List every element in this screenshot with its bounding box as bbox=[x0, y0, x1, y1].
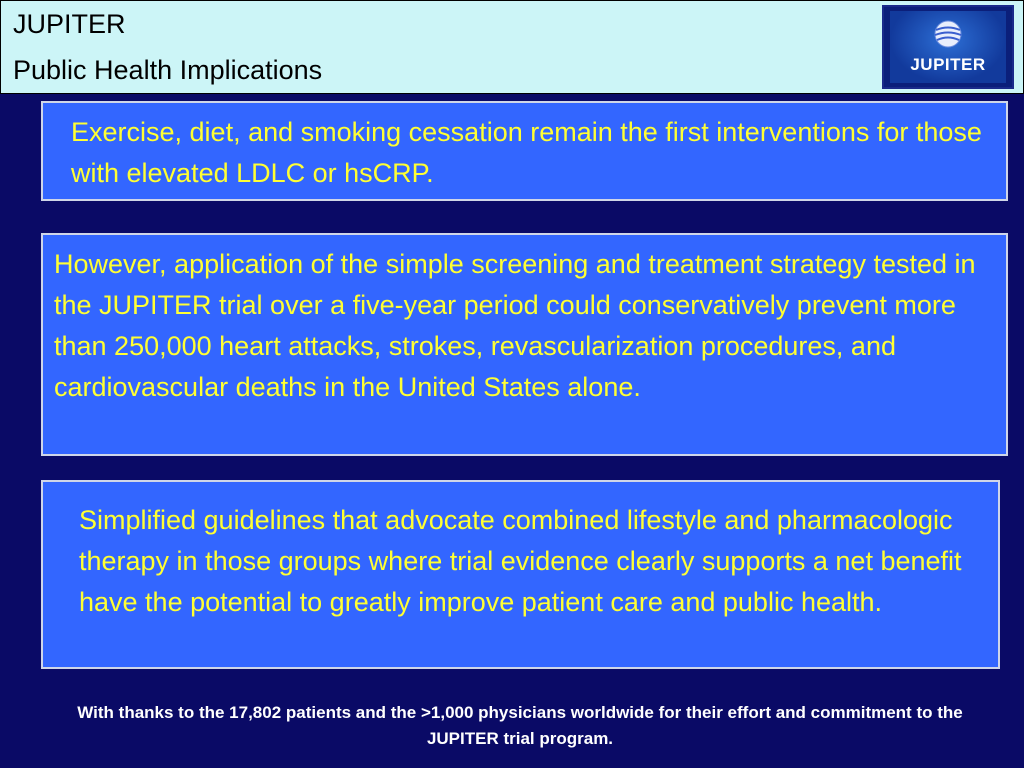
jupiter-logo bbox=[882, 5, 1014, 89]
planet-emblem-icon bbox=[930, 19, 966, 49]
slide-subtitle: Public Health Implications bbox=[13, 55, 323, 85]
lifestyle-box bbox=[41, 101, 1008, 201]
acknowledgement-text: With thanks to the 17,802 patients and the >1,000 physicians worldwide for their effort and commitment to the JUPITER trial program. bbox=[77, 703, 963, 748]
logo-wordmark: JUPITER bbox=[910, 55, 986, 74]
screening-text: However, application of the simple screening and treatment strategy tested in the JUPITER trial over a five-year period could conservatively prevent more than 250,000 heart attacks, strokes, revascularization procedures, and cardiovascular deaths in the United States alone. bbox=[54, 249, 976, 402]
lifestyle-text: Exercise, diet, and smoking cessation remain the first interventions for those with elevated LDLC or hsCRP. bbox=[71, 117, 982, 188]
guidelines-box bbox=[41, 480, 1000, 669]
header-bar bbox=[0, 0, 1024, 94]
logo-background bbox=[890, 11, 1006, 83]
slide-title: JUPITER bbox=[13, 9, 126, 39]
guidelines-text: Simplified guidelines that advocate combined lifestyle and pharmacologic therapy in those groups where trial evidence clearly supports a net benefit have the potential to greatly improve patient care and public health. bbox=[79, 505, 962, 617]
screening-box bbox=[41, 233, 1008, 456]
